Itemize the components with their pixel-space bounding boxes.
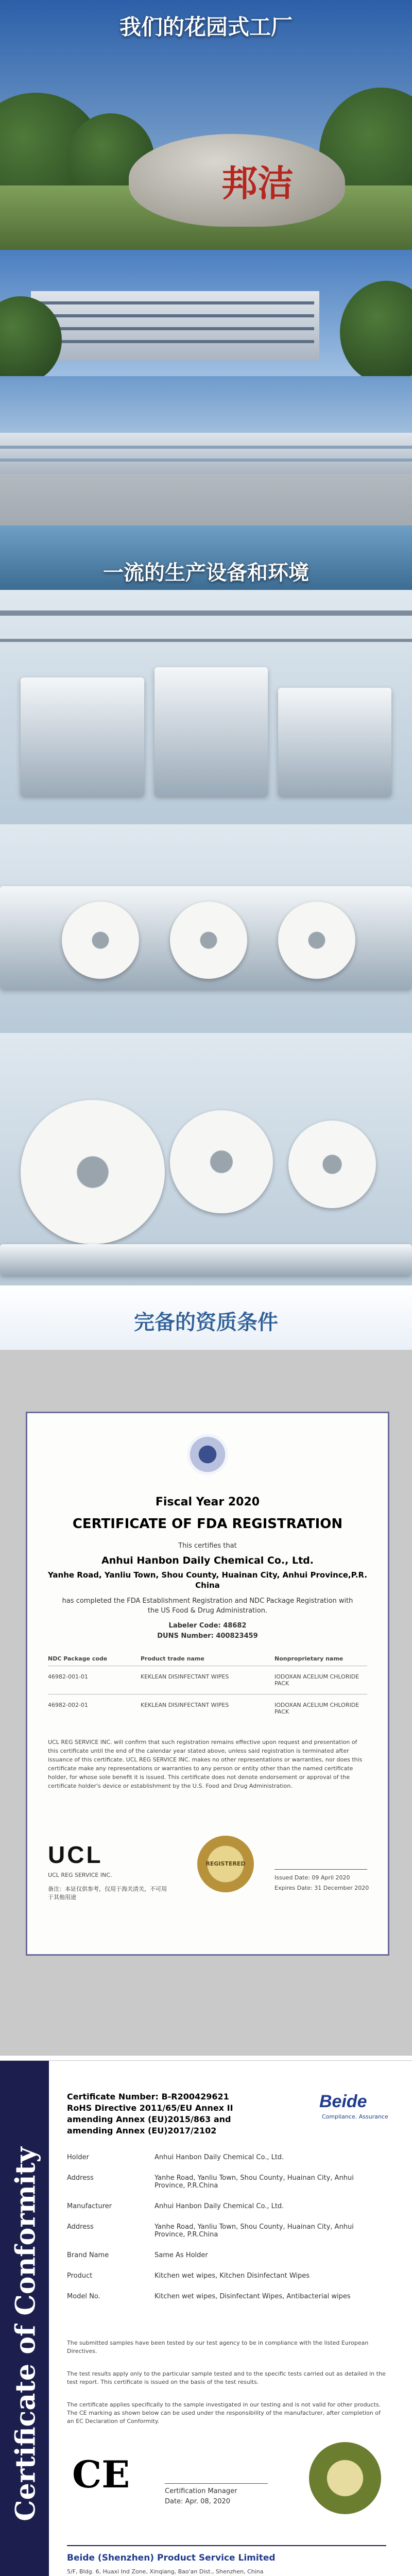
ce-mark: CE xyxy=(72,2452,130,2496)
ce-field-value: Kitchen wet wipes, Disinfectant Wipes, Antibacterial wipes xyxy=(154,2293,351,2300)
fda-row-2-ndc: 46982-002-01 xyxy=(48,1702,88,1708)
ce-amending-2: amending Annex (EU)2017/2102 xyxy=(67,2126,217,2136)
beide-logo: Beide xyxy=(319,2092,367,2111)
fda-company: Anhui Hanbon Daily Chemical Co., Ltd. xyxy=(101,1555,314,1566)
signature-rule xyxy=(274,1869,367,1870)
fda-labeler-code: Labeler Code: 48682 xyxy=(168,1622,247,1630)
footer-rule xyxy=(67,2545,386,2546)
production-machine xyxy=(278,688,391,796)
production-machine xyxy=(154,667,268,796)
fda-address-2: China xyxy=(195,1581,220,1590)
production-machine xyxy=(0,1244,412,1275)
window-row xyxy=(0,459,412,462)
production-machine xyxy=(21,677,144,796)
ce-footer-company: Beide (Shenzhen) Product Service Limited xyxy=(67,2553,276,2563)
ce-field-label: Holder xyxy=(67,2154,89,2161)
fda-row-1-nonprop: IODOXAN ACELIUM CHLORIDE PACK xyxy=(274,1673,359,1687)
fda-heading: CERTIFICATE OF FDA REGISTRATION xyxy=(72,1516,343,1532)
ce-field-value: Anhui Hanbon Daily Chemical Co., Ltd. xyxy=(154,2154,284,2161)
fda-signature-caption: Issued Date: 09 April 2020 xyxy=(274,1874,350,1881)
fda-row-2-nonprop: IODOXAN ACELIUM CHLORIDE PACK xyxy=(274,1702,359,1715)
fda-body: has completed the FDA Establishment Registration and NDC Package Registration with the US Food & Drug Administration. xyxy=(62,1597,353,1615)
ce-sign-date: Date: Apr. 08, 2020 xyxy=(165,2498,231,2505)
fda-certificate-backdrop xyxy=(0,1350,412,2056)
ceiling-beam xyxy=(0,611,412,616)
window-row xyxy=(36,340,314,343)
window-row xyxy=(36,327,314,330)
equipment-title: 一流的生产设备和环境 xyxy=(103,561,309,585)
fda-col-trade: Product trade name xyxy=(141,1655,204,1662)
production-line-photo-2 xyxy=(0,824,412,1033)
fda-confirm: This certifies that xyxy=(178,1542,237,1550)
fda-row-1-ndc: 46982-001-01 xyxy=(48,1673,88,1680)
ce-field-label: Manufacturer xyxy=(67,2202,112,2210)
fda-row-2-trade: KEKLEAN DISINFECTANT WIPES xyxy=(141,1702,229,1708)
ce-amending: amending Annex (EU)2015/863 and xyxy=(67,2114,231,2124)
ce-statement-2: The test results apply only to the particular sample tested and to the specific tests carried out as detailed in the test report. This certificate is issued on the basis of the test results. xyxy=(67,2370,386,2385)
ce-field-value: Anhui Hanbon Daily Chemical Co., Ltd. xyxy=(154,2202,284,2210)
factory-hall xyxy=(0,433,412,474)
factory-title: 我们的花园式工厂 xyxy=(119,14,293,40)
factory-photo xyxy=(0,0,412,250)
ce-field-value: Yanhe Road, Yanliu Town, Shou County, Huainan City, Anhui Province, P.R.China xyxy=(154,2223,354,2239)
rock-inscription: 邦洁 xyxy=(221,162,294,205)
fda-seal-text: REGISTERED xyxy=(205,1860,246,1867)
ce-side-text: Certificate of Conformity xyxy=(10,2147,42,2521)
production-line-photo-3 xyxy=(0,1033,412,1285)
material-roll xyxy=(278,902,355,979)
ce-field-label: Address xyxy=(67,2174,94,2182)
fda-certificate xyxy=(26,1412,389,1956)
ce-field-label: Address xyxy=(67,2223,94,2231)
fda-address-1: Yanhe Road, Yanliu Town, Shou County, Huainan City, Anhui Province,P.R. xyxy=(47,1570,368,1580)
window-row xyxy=(36,301,314,304)
material-roll xyxy=(288,1121,376,1208)
fda-chinese-stamp: 备注：本证仅供参考，仅用于海关清关，不可用于其他用途 xyxy=(48,1886,167,1901)
beide-seal-icon xyxy=(309,2442,381,2514)
fda-logo: UCL xyxy=(48,1841,103,1868)
ce-footer-address: 5/F, Bldg. 6, Huaxi Ind Zone, Xinqiang, Bao'an Dist., Shenzhen, China xyxy=(67,2568,264,2575)
qualifications-title: 完备的资质条件 xyxy=(134,1310,278,1334)
beide-tagline: Compliance. Assurance xyxy=(322,2113,388,2120)
material-roll xyxy=(62,902,139,979)
fda-row-1-trade: KEKLEAN DISINFECTANT WIPES xyxy=(141,1673,229,1680)
fda-col-ndc: NDC Package code xyxy=(48,1655,108,1662)
fda-issuer: UCL REG SERVICE INC. xyxy=(48,1872,112,1878)
signature-rule xyxy=(165,2483,268,2484)
material-roll xyxy=(21,1100,165,1244)
fda-fiscal-year: Fiscal Year 2020 xyxy=(155,1496,260,1509)
ce-field-label: Model No. xyxy=(67,2293,100,2300)
tree xyxy=(340,281,412,376)
fda-col-nonprop: Nonproprietary name xyxy=(274,1655,344,1662)
fda-seal-icon xyxy=(187,1434,228,1475)
material-roll xyxy=(170,902,247,979)
ce-statement-1: The submitted samples have been tested by our test agency to be in compliance with the listed European Directives. xyxy=(67,2340,369,2354)
ce-field-label: Brand Name xyxy=(67,2251,109,2259)
factory-plaza-photo xyxy=(0,376,412,590)
fda-expires: Expires Date: 31 December 2020 xyxy=(274,1885,369,1891)
ce-certificate xyxy=(0,2061,412,2576)
ce-field-value: Kitchen wet wipes, Kitchen Disinfectant Wipes xyxy=(154,2272,310,2280)
window-row xyxy=(0,446,412,449)
factory-building-photo xyxy=(0,250,412,376)
ce-cert-number: Certificate Number: B-R200429621 xyxy=(67,2092,229,2102)
ce-statement-3: The certificate applies specifically to the sample investigated in our testing and is not valid for other products. The CE marking as shown below can be used under the responsibility of the manufacturer, after completion of an EC Declaration of Conformity. xyxy=(67,2401,381,2425)
material-roll xyxy=(170,1110,273,1213)
ce-sign-role: Certification Manager xyxy=(165,2487,237,2495)
ce-field-label: Product xyxy=(67,2272,93,2280)
ce-field-value: Same As Holder xyxy=(154,2251,208,2259)
ceiling-beam xyxy=(0,639,412,642)
window-row xyxy=(36,314,314,317)
ce-rohs: RoHS Directive 2011/65/EU Annex II xyxy=(67,2103,233,2113)
qualifications-header xyxy=(0,1285,412,1350)
production-line-photo-1 xyxy=(0,590,412,824)
fda-duns: DUNS Number: 400823459 xyxy=(157,1632,258,1640)
ce-field-value: Yanhe Road, Yanliu Town, Shou County, Huainan City, Anhui Province, P.R.China xyxy=(154,2174,354,2190)
fda-note: UCL REG SERVICE INC. will confirm that such registration remains effective upon request and presentation of this certificate until the end of the calendar year stated above, unless said registration is terminated after issuance of this certificate. UCL REG SERVICE INC. makes no other representations or warranties, nor does this certificate make any representations or warranties to any person or entity other than the named certificate holder, for whose sole benefit it is issued. This certificate does not denote endorsement or approval of the certificate holder's device or establishment by the U.S. Food and Drug Administration. xyxy=(48,1739,363,1789)
